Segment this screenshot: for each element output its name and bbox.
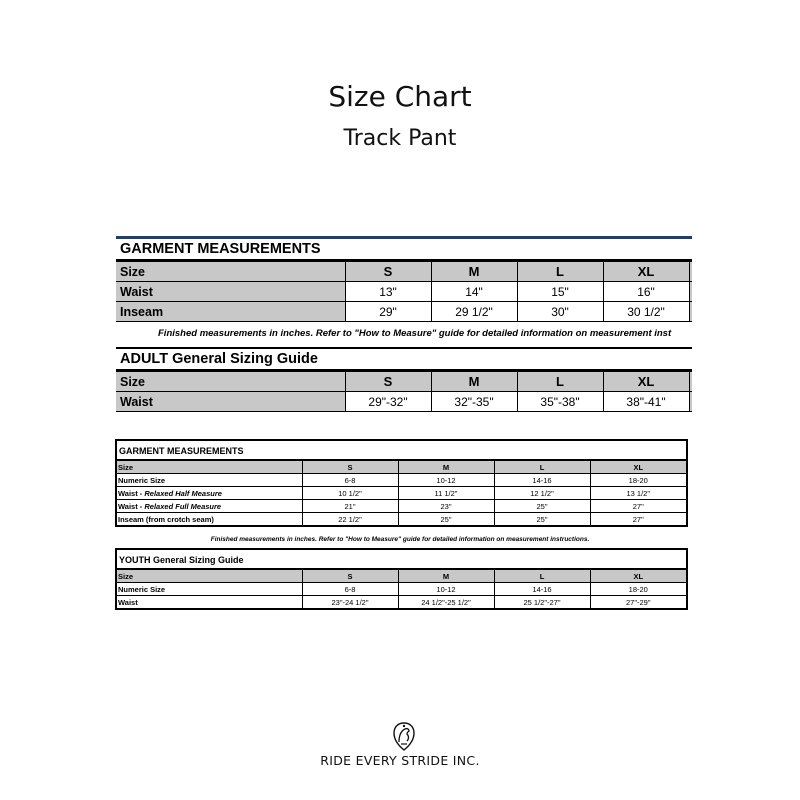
table-cell: 29 1/2" [431, 302, 517, 322]
table-cell: 14-16 [494, 583, 590, 596]
adult-garment-heading: GARMENT MEASUREMENTS [120, 241, 321, 257]
adult-garment-table [116, 261, 692, 322]
row-label-text: Numeric Size [118, 584, 166, 594]
table-edge-cell [689, 282, 692, 302]
row-label-text: Size [118, 571, 134, 581]
youth-measurement-note: Finished measurements in inches. Refer to "How to Measure" guide for detailed information on measurement instructions. [210, 536, 590, 543]
row-label-text: Waist - [118, 488, 145, 498]
table-cell: 25" [398, 513, 494, 526]
size-header-cell: M [398, 461, 494, 474]
row-label-text: Numeric Size [118, 475, 166, 485]
table-cell: 10 1/2" [302, 487, 398, 500]
table-cell: 13" [345, 282, 431, 302]
size-header-cell: S [302, 461, 398, 474]
table-cell: 38"-41" [603, 392, 689, 412]
row-label [117, 583, 302, 596]
table-cell: 25" [494, 500, 590, 513]
adult-size-section [116, 236, 692, 412]
youth-sizing-heading: YOUTH General Sizing Guide [117, 550, 686, 569]
row-label [117, 474, 302, 487]
table-cell: 6-8 [302, 474, 398, 487]
size-header-cell: XL [590, 570, 686, 583]
size-header-row [116, 372, 692, 392]
row-label [117, 500, 302, 513]
horse-crest-icon [390, 722, 418, 752]
table-cell: 10-12 [398, 583, 494, 596]
size-header-cell: L [494, 461, 590, 474]
row-label-text: Inseam (from crotch seam) [118, 514, 214, 524]
table-row [117, 596, 686, 609]
size-header-cell: M [431, 372, 517, 392]
table-row [117, 487, 686, 500]
row-label [117, 487, 302, 500]
youth-garment-heading: GARMENT MEASUREMENTS [117, 441, 686, 460]
table-cell: 14-16 [494, 474, 590, 487]
row-label-text: Waist - [118, 501, 145, 511]
table-cell: 35"-38" [517, 392, 603, 412]
table-edge-cell [689, 392, 692, 412]
row-label-text: Waist [118, 597, 138, 607]
size-header-row [117, 461, 686, 474]
row-label [117, 513, 302, 526]
youth-garment-table [117, 460, 686, 525]
table-cell: 10-12 [398, 474, 494, 487]
adult-measurement-note: Finished measurements in inches. Refer to "How to Measure" guide for detailed information on measurement inst [158, 328, 672, 339]
table-cell: 21" [302, 500, 398, 513]
size-header-row [116, 262, 692, 282]
table-row [116, 392, 692, 412]
table-edge-cell [689, 372, 692, 392]
row-label-qualifier: Relaxed Full Measure [144, 501, 222, 511]
adult-sizing-table [116, 371, 692, 412]
youth-garment-section [115, 439, 688, 527]
table-cell: 29" [345, 302, 431, 322]
size-header-row [117, 570, 686, 583]
table-cell: 6-8 [302, 583, 398, 596]
youth-sizing-section [115, 548, 688, 610]
table-edge-cell [689, 262, 692, 282]
size-header-cell: M [398, 570, 494, 583]
row-label: Inseam [116, 302, 345, 322]
table-cell: 15" [517, 282, 603, 302]
table-row [117, 474, 686, 487]
row-label-qualifier: Relaxed Half Measure [144, 488, 222, 498]
table-cell: 32"-35" [431, 392, 517, 412]
size-header-cell: L [494, 570, 590, 583]
table-row [116, 282, 692, 302]
brand-name: RIDE EVERY STRIDE INC. [320, 753, 480, 768]
table-cell: 25" [494, 513, 590, 526]
size-header-cell: XL [590, 461, 686, 474]
table-cell: 30" [517, 302, 603, 322]
table-cell: 14" [431, 282, 517, 302]
table-cell: 23"-24 1/2" [302, 596, 398, 609]
page-subtitle: Track Pant [343, 126, 457, 151]
size-header-cell: XL [603, 372, 689, 392]
row-label: Size [116, 262, 345, 282]
table-cell: 18-20 [590, 583, 686, 596]
table-cell: 29"-32" [345, 392, 431, 412]
table-cell: 13 1/2" [590, 487, 686, 500]
size-header-cell: L [517, 372, 603, 392]
table-cell: 22 1/2" [302, 513, 398, 526]
table-cell: 25 1/2"-27" [494, 596, 590, 609]
size-header-cell: M [431, 262, 517, 282]
size-header-cell: L [517, 262, 603, 282]
table-cell: 23" [398, 500, 494, 513]
row-label [117, 461, 302, 474]
table-cell: 11 1/2" [398, 487, 494, 500]
row-label-text: Size [118, 462, 134, 472]
table-row [117, 583, 686, 596]
table-cell: 12 1/2" [494, 487, 590, 500]
table-cell: 24 1/2"-25 1/2" [398, 596, 494, 609]
row-label: Size [116, 372, 345, 392]
row-label [117, 570, 302, 583]
size-header-cell: XL [603, 262, 689, 282]
table-cell: 16" [603, 282, 689, 302]
table-cell: 27"-29" [590, 596, 686, 609]
table-cell: 27" [590, 500, 686, 513]
table-cell: 27" [590, 513, 686, 526]
row-label: Waist [116, 282, 345, 302]
table-cell: 18-20 [590, 474, 686, 487]
table-edge-cell [689, 302, 692, 322]
size-header-cell: S [345, 262, 431, 282]
row-label: Waist [116, 392, 345, 412]
page-title: Size Chart [328, 80, 472, 113]
table-row [117, 513, 686, 526]
size-header-cell: S [345, 372, 431, 392]
table-row [117, 500, 686, 513]
youth-sizing-table [117, 569, 686, 608]
table-cell: 30 1/2" [603, 302, 689, 322]
size-header-cell: S [302, 570, 398, 583]
table-row [116, 302, 692, 322]
adult-sizing-heading: ADULT General Sizing Guide [120, 351, 318, 367]
row-label [117, 596, 302, 609]
